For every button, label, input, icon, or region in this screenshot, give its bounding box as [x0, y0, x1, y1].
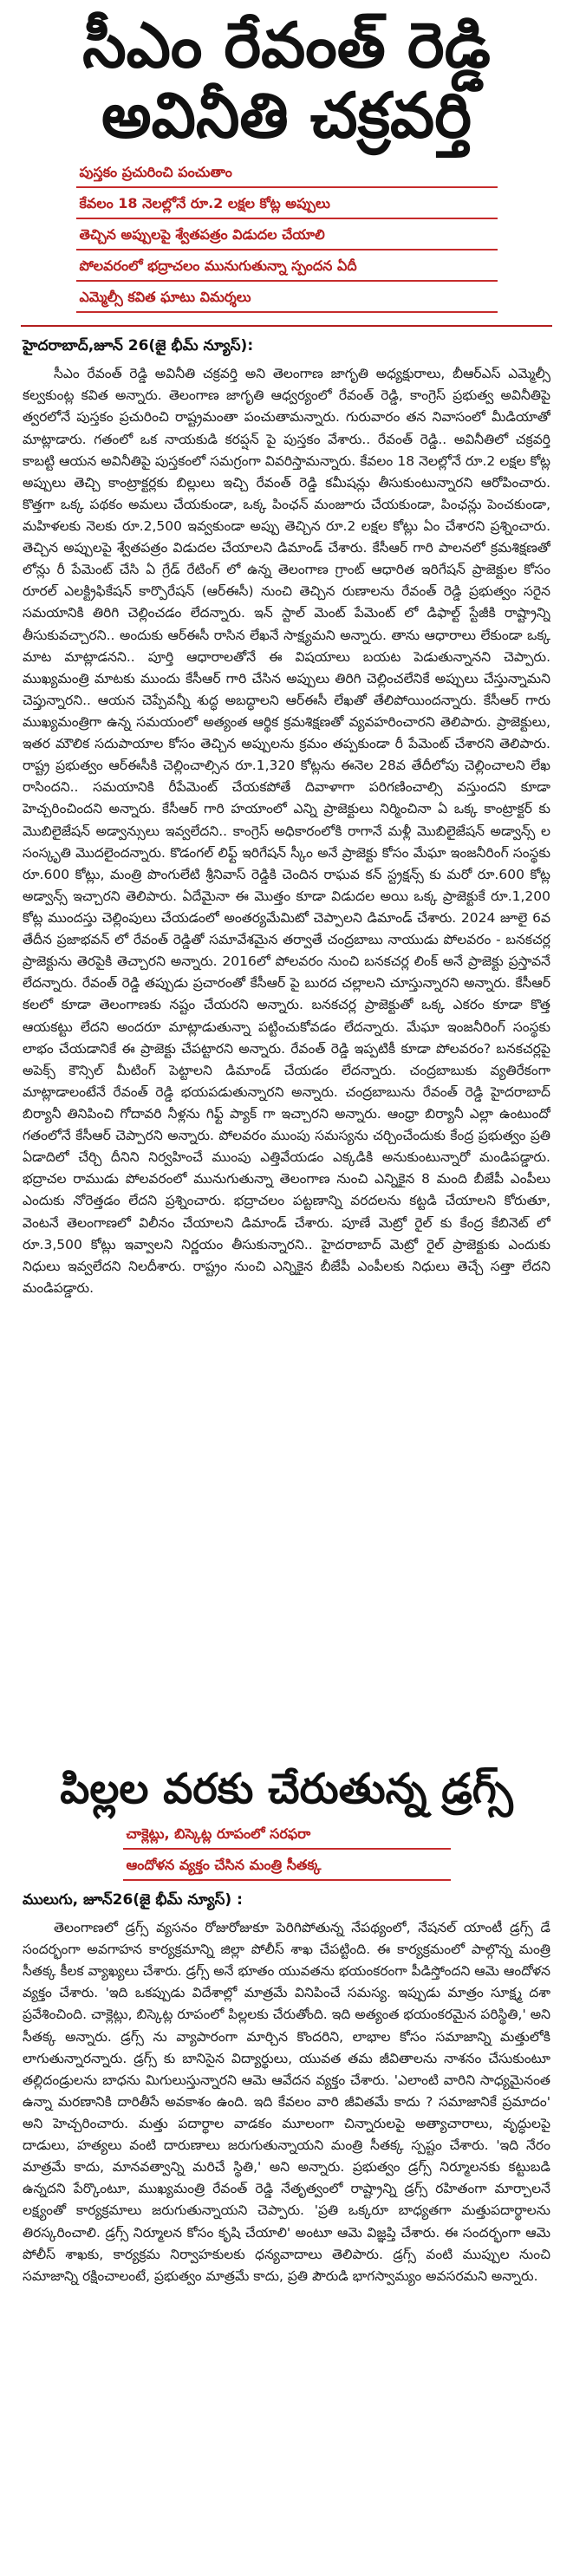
story1-body [23, 363, 550, 1737]
story2-body [23, 1917, 550, 2576]
page-title-line-1: సీఎం రేవంత్ రెడ్డి [82, 9, 491, 81]
story1-dateline: హైదరాబాద్,జూన్ 26(జై భీమ్ న్యూస్): [23, 337, 254, 355]
subhead-5: ఎమ్మెల్సీ కవిత ఘాటు విమర్శలు [76, 287, 498, 313]
story1-subheads [0, 162, 573, 313]
page-title-line-2: అవినీతి చక్రవర్తి [101, 78, 472, 152]
story2-subheads [0, 1824, 573, 1881]
story2-paragraph: తెలంగాణలో డ్రగ్స్ వ్యసనం రోజురోజుకూ పెరిగిపోతున్న నేపథ్యంలో, నేషనల్ యాంటీ డ్రగ్స్ డే సందర్భంగా అవగాహన కార్యక్రమాన్ని జిల్లా పోలీస్ శాఖ చేపట్టింది. ఈ కార్యక్రమంలో పాల్గొన్న మంత్రి సీతక్క కీలక వ్యాఖ్యలు చేశారు. డ్రగ్స్ అనే భూతం యువతను భయంకరంగా పీడిస్తోందని ఆమె ఆందోళన వ్యక్తం చేశారు. 'ఇది ఒకప్పుడు విదేశాల్లో మాత్రమే వినిపించే సమస్య. ఇప్పుడు మాత్రం సూక్ష్మ దశా ప్రవేశించింది. చాక్లెట్లు, బిస్కెట్ల రూపంలో పిల్లలకు చేరుతోంది. ఇది అత్యంత భయంకరమైన పరిస్థితి,' అని సీతక్క అన్నారు. డ్రగ్స్ ను వ్యాపారంగా మార్చిన కొందరిని, లాభాల కోసం సమాజాన్ని మత్తులోకి లాగుతున్నారన్నారు. డ్రగ్స్ కు బానిసైన విద్యార్థులు, యువత తమ జీవితాలను నాశనం చేసుకుంటూ తల్లిదండ్రులను బాధను మిగులుస్తున్నారని ఆమె ఆవేదన వ్యక్తం చేశారు. 'ఎలాంటి వారిని సాధ్యమైనంత ఉన్నా మరణానికి దారితీసే అవకాశం ఉంది. ఇది కేవలం వారి జీవితమే కాదు ? సమాజానికే ప్రమాదం' అని హెచ్చరించారు. మత్తు పదార్థాల వాడకం మూలంగా చిన్నారులపై అత్యాచారాలు, వృద్ధులపై దాడులు, హత్యలు వంటి దారుణాలు జరుగుతున్నాయని మంత్రి సీతక్క స్పష్టం చేశారు. 'ఇది నేరం మాత్రమే కాదు, మానవత్వాన్ని మరిచే స్థితి,' అని అన్నారు. ప్రభుత్వం డ్రగ్స్ నిర్మూలనకు కట్టుబడి ఉన్నదని పేర్కొంటూ, ముఖ్యమంత్రి రేవంత్ రెడ్డి నేతృత్వంలో రాష్ట్రాన్ని డ్రగ్స్ రహితంగా మార్చాలనే లక్ష్యంతో కార్యక్రమాలు జరుగుతున్నాయని చెప్పారు. 'ప్రతి ఒక్కరూ బాధ్యతగా మత్తుపదార్థాలను తిరస్కరించాలి. డ్రగ్స్ నిర్మూలన కోసం కృషి చేయాలి' అంటూ ఆమె విజ్ఞప్తి చేశారు. ఈ సందర్భంగా ఆమె పోలీస్ శాఖకు, కార్యక్రమ నిర్వాహకులకు ధన్యవాదాలు తెలిపారు. డ్రగ్స్ వంటి ముప్పుల నుంచి సమాజాన్ని రక్షించాలంటే, ప్రభుత్వం మాత్రమే కాదు, ప్రతి పౌరుడి భాగస్వామ్యం అవసరమని అన్నారు. [23, 1920, 550, 2284]
story2-subhead-2: ఆందోళన వ్యక్తం చేసిన మంత్రి సీతక్క [123, 1855, 451, 1881]
story1-paragraph: సీఎం రేవంత్ రెడ్డి అవినీతి చక్రవర్తి అని తెలంగాణ జాగృతి అధ్యక్షురాలు, బీఆర్ఎస్ ఎమ్మెల్సీ కల్వకుంట్ల కవిత అన్నారు. తెలంగాణ జాగృతి ఆధ్వర్యంలో రేవంత్ రెడ్డి, కాంగ్రెస్ ప్రభుత్వ అవినీతిపై త్వరలోనే పుస్తకం ప్రచురించి రాష్ట్రమంతా పంచుతామన్నారు. గురువారం తన నివాసంలో మీడియాతో మాట్లాడారు. గతంలో ఒక నాయకుడి కరప్షన్ పై పుస్తకం వేశారు.. రేవంత్ రెడ్డి.. అవినీతిలో చక్రవర్తి కాబట్టి ఆయన అవినీతిపై పుస్తకంలో సమగ్రంగా వివరిస్తామన్నారు. కేవలం 18 నెలల్లోనే రూ.2 లక్షల కోట్ల అప్పులు తెచ్చి కాంట్రాక్టర్లకు బిల్లులు ఇచ్చి రేవంత్ రెడ్డి కమీషన్లు తీసుకుంటున్నారని ఆరోపించారు. కొత్తగా ఒక్క పథకం అమలు చేయకుండా, ఒక్క పింఛన్ మంజూరు చేయకుండా, పింఛన్లు పెంచకుండా, మహిళలకు నెలకు రూ.2,500 ఇవ్వకుండా అప్పు తెచ్చిన రూ.2 లక్షల కోట్లు ఏం చేశారని ప్రశ్నించారు. తెచ్చిన అప్పులపై శ్వేతపత్రం విడుదల చేయాలని డిమాండ్ చేశారు. కేసీఆర్ గారి పాలనలో క్రమశిక్షణతో లోన్లు రీ పేమెంట్ చేసి ఏ గ్రేడ్ రేటింగ్ లో ఉన్న తెలంగాణ గ్రాంట్ ఆధారిత ఇరిగేషన్ ప్రాజెక్టుల కోసం రూరల్ ఎలక్ట్రిఫికేషన్ కార్పొరేషన్ (ఆర్ఈసీ) నుంచి తెచ్చిన రుణాలను రేవంత్ రెడ్డి ప్రభుత్వం సరైన సమయానికి తిరిగి చెల్లించడం లేదన్నారు. ఇన్ స్టాల్ మెంట్ పేమెంట్ లో డిఫాల్ట్ స్టేజీకి రాష్ట్రాన్ని తీసుకువచ్చారని.. అందుకు ఆర్ఈసీ రాసిన లేఖనే సాక్ష్యమని అన్నారు. తాను ఆధారాలు లేకుండా ఒక్క మాట మాట్లాడనని.. పూర్తి ఆధారాలతోనే ఈ విషయాలు బయట పెడుతున్నానని చెప్పారు. ముఖ్యమంత్రి మాటకు ముందు కేసీఆర్ గారి చేసిన అప్పులు తిరిగి చెల్లించలేనికే అప్పులు చేస్తున్నామని చెప్తున్నారని.. ఆయన చెప్పేవన్నీ శుద్ధ అబద్ధాలని ఆర్ఈసీ లేఖతో తేలిపోయిందన్నారు. కేసీఆర్ గారు ముఖ్యమంత్రిగా ఉన్న సమయంలో అత్యంత ఆర్థిక క్రమశిక్షణతో వ్యవహరించారని తెలిపారు. ప్రాజెక్టులు, ఇతర మౌలిక సదుపాయాల కోసం తెచ్చిన అప్పులను క్రమం తప్పకుండా రీ పేమెంట్ చేశారని తెలిపారు. రాష్ట్ర ప్రభుత్వం ఆర్ఈసీకి చెల్లించాల్సిన రూ.1,320 కోట్లను ఈనెల 28వ తేదీలోపు చెల్లించాలని లేఖ రాసిందని.. సమయానికి రీపేమెంట్ చేయకపోతే దివాళాగా పరిగణించాల్సి వస్తుందని కూడా హెచ్చరించిందని అన్నారు. కేసీఆర్ గారి హయాంలో ఎన్ని ప్రాజెక్టులు నిర్మించినా ఏ ఒక్క కాంట్రాక్టర్ కు మొబిలైజేషన్ అడ్వాన్సులు ఇవ్వలేదని.. కాంగ్రెస్ అధికారంలోకి రాగానే మళ్లీ మొబిలైజేషన్ అడ్వాన్స్ ల సంస్కృతి మొదలైందన్నారు. కొడంగల్ లిఫ్ట్ ఇరిగేషన్ స్కీం అనే ప్రాజెక్టు కోసం మేఘా ఇంజనీరింగ్ సంస్థకు రూ.600 కోట్లు, మంత్రి పొంగులేటి శ్రీనివాస్ రెడ్డికి చెందిన రాఘవ కన్ స్ట్రక్షన్స్ కు మరో రూ.600 కోట్ల అడ్వాన్స్ ఇచ్చారని తెలిపారు. ఏదేమైనా ఈ మొత్తం కూడా విడుదల అయి ఒక్క ప్రాజెక్టుకే రూ.1,200 కోట్ల ముందస్తు చెల్లింపులు చేయడంలో అంతర్యమేమిటో చెప్పాలని డిమాండ్ చేశారు. 2024 జూలై 6వ తేదీన ప్రజాభవన్ లో రేవంత్ రెడ్డితో సమావేశమైన తర్వాతే చంద్రబాబు నాయుడు పోలవరం - బనకచర్ల ప్రాజెక్టును తెరపైకి తెచ్చారని అన్నారు. 2016లో పోలవరం నుంచి బనకచర్ల లింక్ అనే ప్రాజెక్టు ప్రస్తావనే లేదన్నారు. రేవంత్ రెడ్డి తప్పుడు ప్రచారంతో కేసీఆర్ పై బురద చల్లాలని చూస్తున్నారని అన్నారు. కేసీఆర్ కలలో కూడా తెలంగాణకు నష్టం చేయరని అన్నారు. బనకచర్ల ప్రాజెక్టుతో ఒక్క ఎకరం కూడా కొత్త ఆయకట్టు లేదని అందరూ మాట్లాడుతున్నా పట్టించుకోవడం లేదన్నారు. మేఘా ఇంజనీరింగ్ సంస్థకు లాభం చేయడానికే ఈ ప్రాజెక్టు చేపట్టారని అన్నారు. రేవంత్ రెడ్డి ఇప్పటికీ కూడా పోలవరం? బనకచర్లపై అపెక్స్ కౌన్సిల్ మీటింగ్ పెట్టాలని డిమాండ్ చేయడం లేదన్నారు. చంద్రబాబుకు వ్యతిరేకంగా మాట్లాడాలంటేనే రేవంత్ రెడ్డి భయపడుతున్నారని అన్నారు. చంద్రబాబును రేవంత్ రెడ్డి హైదరాబాద్ బిర్యానీ తినిపించి గోదావరి నీళ్లను గిఫ్ట్ ప్యాక్ గా ఇచ్చారని అన్నారు. ఆంధ్రా బిర్యానీ ఎల్లా ఉంటుందో గతంలోనే కేసీఆర్ చెప్పారని అన్నారు. పోలవరం ముంపు సమస్యను చర్చించేందుకు కేంద్ర ప్రభుత్వం ప్రతి ఏడాదిలో చేర్చి దీనిని నిర్వహించే ముంపు ఎత్తివేయడం ఎక్కడికి అనుకుంటున్నారో మండిపడ్డారు. భద్రాచల రాముడు పోలవరంలో మునుగుతున్నా తెలంగాణ నుంచి ఎన్నికైన 8 మంది బీజేపీ ఎంపీలు ఎందుకు నోరెత్తడం లేదని ప్రశ్నించారు. భద్రాచలం పట్టణాన్ని వరదలను కట్టడి చేయాలని కోరుతూ, వెంటనే తెలంగాణలో విలీనం చేయాలని డిమాండ్ చేశారు. పూణే మెట్రో రైల్ కు కేంద్ర కేబినెట్ లో రూ.3,500 కోట్లు ఇవ్వాలని నిర్ణయం తీసుకున్నారని.. హైదరాబాద్ మెట్రో రైల్ ప్రాజెక్టుకు ఎందుకు నిధులు ఇవ్వలేదని నిలదీశారు. రాష్ట్రం నుంచి ఎన్నికైన బీజేపీ ఎంపీలకు నిధులు తెచ్చే సత్తా లేదని మండిపడ్డారు. [23, 366, 550, 1296]
subhead-1: పుస్తకం ప్రచురించి పంచుతాం [76, 162, 498, 188]
story2-subhead-1: చాక్లెట్లు, బిస్కెట్ల రూపంలో సరఫరా [123, 1824, 451, 1850]
subhead-3: తెచ్చిన అప్పులపై శ్వేతపత్రం విడుదల చేయాలి [76, 224, 498, 250]
subhead-2: కేవలం 18 నెలల్లోనే రూ.2 లక్షల కోట్ల అప్పులు [76, 193, 498, 219]
story2-dateline: ములుగు, జూన్26(జై భీమ్ న్యూస్) : [23, 1891, 243, 1909]
story2-headline: పిల్లల వరకు చేరుతున్న డ్రగ్స్ [60, 1765, 513, 1814]
divider-line [21, 325, 552, 327]
subhead-4: పోలవరంలో భద్రాచలం మునుగుతున్నా స్పందన ఏదీ [76, 256, 498, 282]
